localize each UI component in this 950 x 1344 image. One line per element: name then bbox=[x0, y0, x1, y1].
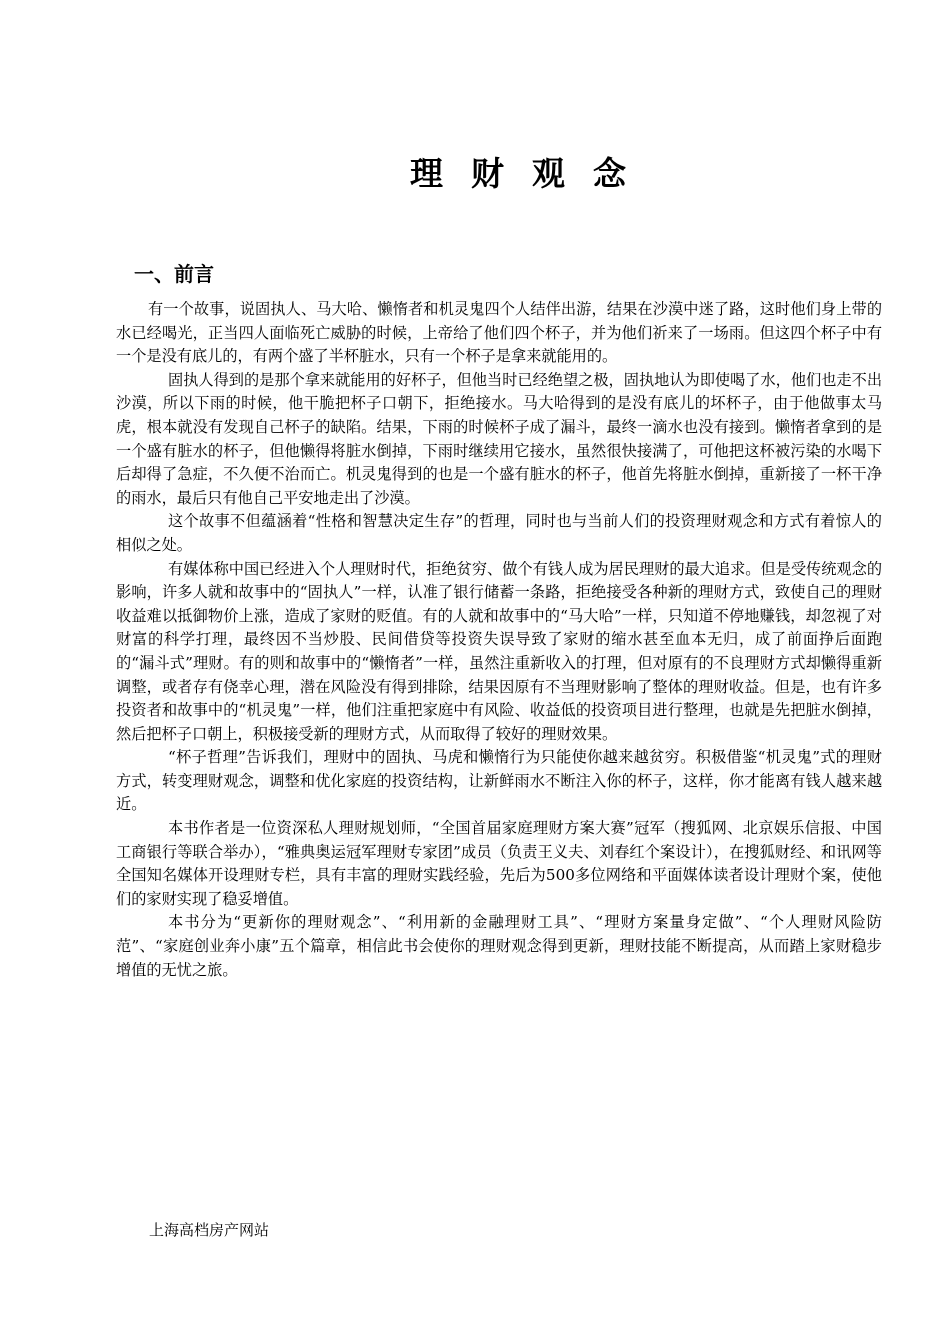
paragraph: 有媒体称中国已经进入个人理财时代，拒绝贫穷、做个有钱人成为居民理财的最大追求。但是受传统观念的影响，许多人就和故事中的“固执人”一样，认准了银行储蓄一条路，拒绝接受各种新的理财方式，致使自己的理财收益难以抵御物价上涨，造成了家财的贬值。有的人就和故事中的“马大哈”一样，只知道不停地赚钱，却忽视了对财富的科学打理，最终因不当炒股、民间借贷等投资失误导致了家财的缩水甚至血本无归，成了前面挣后面跑的“漏斗式”理财。有的则和故事中的“懒惰者”一样，虽然注重新收入的打理，但对原有的不良理财方式却懒得重新调整，或者存有侥幸心理，潜在风险没有得到排除，结果因原有不当理财影响了整体的理财收益。但是，也有许多投资者和故事中的“机灵鬼”一样，他们注重把家庭中有风险、收益低的投资项目进行整理，也就是先把脏水倒掉，然后把杯子口朝上，积极接受新的理财方式，从而取得了较好的理财效果。 bbox=[116, 559, 882, 743]
paragraph: 本书作者是一位资深私人理财规划师，“全国首届家庭理财方案大赛”冠军（搜狐网、北京娱乐信报、中国工商银行等联合举办），“雅典奥运冠军理财专家团”成员（负责王义夫、刘春红个案设计），在搜狐财经、和讯网等全国知名媒体开设理财专栏，具有丰富的理财实践经验，先后为500多位网络和平面媒体读者设计理财个案，使他们的家财实现了稳妥增值。 bbox=[116, 819, 882, 908]
document-title: 理财观念 bbox=[410, 154, 654, 193]
footer-text: 上海高档房产网站 bbox=[149, 1221, 270, 1239]
paragraph: 这个故事不但蕴涵着“性格和智慧决定生存”的哲理，同时也与当前人们的投资理财观念和方式有着惊人的相似之处。 bbox=[116, 512, 882, 554]
paragraph: 有一个故事，说固执人、马大哈、懒惰者和机灵鬼四个人结伴出游，结果在沙漠中迷了路，这时他们身上带的水已经喝光，正当四人面临死亡威胁的时候，上帝给了他们四个杯子，并为他们祈来了一场雨。但这四个杯子中有一个是没有底儿的，有两个盛了半杯脏水，只有一个杯子是拿来就能用的。 bbox=[116, 300, 882, 366]
paragraph: 本书分为“更新你的理财观念”、“利用新的金融理财工具”、“理财方案量身定做”、“个人理财风险防范”、“家庭创业奔小康”五个篇章，相信此书会使你的理财观念得到更新，理财技能不断提高，从而踏上家财稳步增值的无忧之旅。 bbox=[116, 913, 882, 979]
paragraph: 固执人得到的是那个拿来就能用的好杯子，但他当时已经绝望之极，固执地认为即使喝了水，他们也走不出沙漠，所以下雨的时候，他干脆把杯子口朝下，拒绝接水。马大哈得到的是没有底儿的坏杯子，由于他做事太马虎，根本就没有发现自己杯子的缺陷。结果，下雨的时候杯子成了漏斗，最终一滴水也没有接到。懒惰者拿到的是一个盛有脏水的杯子，但他懒得将脏水倒掉，下雨时继续用它接水，虽然很快接满了，可他把这杯被污染的水喝下后却得了急症，不久便不治而亡。机灵鬼得到的也是一个盛有脏水的杯子，他首先将脏水倒掉，重新接了一杯干净的雨水，最后只有他自己平安地走出了沙漠。 bbox=[116, 370, 882, 507]
section-heading: 一、前言 bbox=[134, 262, 214, 286]
paragraph: “杯子哲理”告诉我们，理财中的固执、马虎和懒惰行为只能使你越来越贫穷。积极借鉴“机灵鬼”式的理财方式，转变理财观念，调整和优化家庭的投资结构，让新鲜雨水不断注入你的杯子，这样，你才能离有钱人越来越近。 bbox=[116, 748, 882, 814]
body-text bbox=[116, 298, 882, 982]
